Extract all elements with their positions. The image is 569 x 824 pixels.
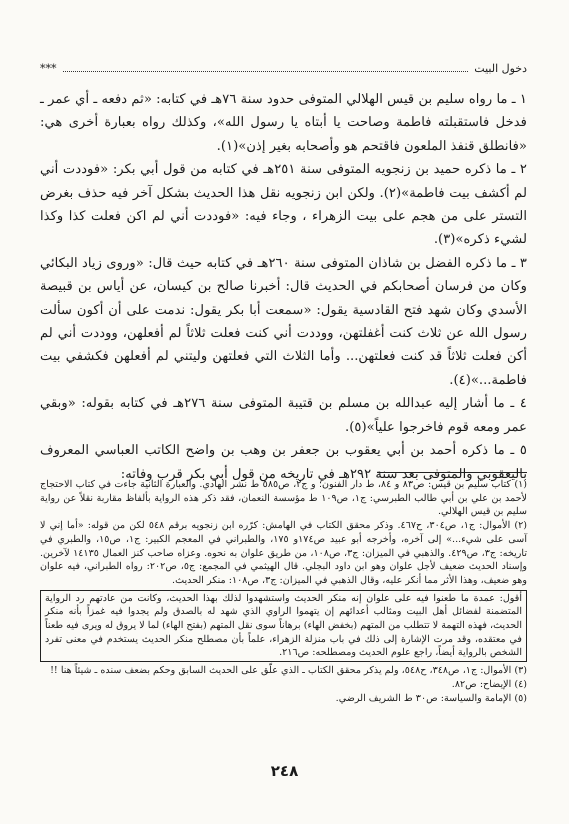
paragraph-1: ١ ـ ما رواه سليم بن قيس الهلالي المتوفى حدود سنة ٧٦هـ في كتابه: «ثم دفعه ـ أي عمر ـ فدخل فاستقبلته فاطمة وصاحت يا أبتاه يا رسول الله»، وكذلك رواه بعبارة أخرى هي: «فانطلق قنفذ الملعون فاقتحم هو وأصحابه بغير إذن»(١). [40, 92, 527, 154]
header-title: دخول البيت [474, 62, 527, 75]
footnote-5: (٥) الإمامة والسياسة: ص٣٠ ط الشريف الرضي. [335, 692, 527, 704]
main-text [40, 88, 527, 486]
header-rule [63, 70, 469, 72]
footnote-4: (٤) الإيضاح: ص٨٢. [451, 678, 527, 690]
page-number: ٢٤٨ [270, 762, 299, 780]
footnote-1: (١) كتاب سليم بن قيس: ص٨٣ و ٨٤، ط دار الفنون؛ و ج٢، ص٥٨٥ ط نشر الهادي. والعبارة الثانية جاءت في كتاب الاحتجاج لأحمد بن علي بن أبي طالب الطبرسي: ج١، ص١٠٩ ط مؤسسة النعمان، فقد ذكر هذه الرواية بألفاظ مقاربة نقلاً عن رواية سليم بن قيس الهلالي. [40, 479, 528, 518]
paragraph-2: ٢ ـ ما ذكره حميد بن زنجويه المتوفى سنة ٢٥١هـ في كتابه من قول أبي بكر: «فوددت أني لم أكشف بيت فاطمة»(٢). ولكن ابن زنجويه نقل هذا الحديث بشكل آخر فيه حذف بغرض التستر على من هجم على بيت الزهراء ، وجاء فيه: «فوددت أني لم اكن فعلت كذا وكذا لشيء ذكره»(٣). [40, 162, 527, 248]
footnote-2: (٢) الأموال: ج١، ص٣٠٤، ح٤٦٧. وذكر محقق الكتاب في الهامش: كرّره ابن زنجويه برقم ٥٤٨ لكن من قوله: «أما إني لا آسى على شيء...» إلى آخره، وأخرجه أبو عبيد ص١٧٤و ١٧٥، والطبراني في المعجم الكبير: ج١، ص١٥، والطبري في تاريخه: ج٣، ص٤٢٩. والذهبي في الميزان: ج٣، ص١٠٨، من طريق علوان به نحوه. وعزاه صاحب كنز العمال ١٤١٣٥ لآخرين. وإسناد الحديث ضعيف لأجل علوان وهو ابن داود البجلي. قال الهيثمي في المجمع: ج٥، ص٢٠٢: رواه الطبراني، فيه علوان وهو ضعيف، وهذا الأثر مما أنكر عليه، وقال الذهبي في الميزان: ج٣، ص١٠٨: منكر الحديث. [40, 520, 528, 586]
footnotes [40, 478, 527, 705]
footnote-comment-box: أقول: عمدة ما طعنوا فيه على علوان إنه منكر الحديث واستشهدوا لذلك بهذا الحديث، وكانت من عادتهم رد الرواية المتضمنة لفضائل أهل البيت ومثالب أعدائهم إن يتهموا الراوي الذي شهد له بالصدق ولم يجدوا فيه غمزاً بأنه منكر الحديث، فهذه التهمة لا تتطلب من المتهم (بخفض الهاء) برهاناً سوى نقل المتهم (بفتح الهاء) لما لا يروق له ويرى فيه طعناً في معتقده، وقد مرت الإشارة إلى ذلك في باب منزلة الزهراء، علماً بأن مصطلح منكر الحديث يستخدم في معنى تفرد الشخص بالرواية أيضاً، راجع علوم الحديث ومصطلحه: ص٢١٦. [40, 590, 527, 663]
paragraph-3: ٣ ـ ما ذكره الفضل بن شاذان المتوفى سنة ٢٦٠هـ في كتابه حيث قال: «وروى زياد البكائي وكان من فرسان أصحابكم في الحديث قال: أخبرنا صالح بن كيسان، عن أياس بن قبيصة الأسدي وكان شهد فتح القادسية يقول: «سمعت أبا بكر يقول: ندمت على أن أكون سألت رسول الله عن ثلاث كنت أغفلتهن، ووددت أني كنت فعلت ثلاثاً لم أفعلهن، ووددت أني لم أكن فعلت ثلاثاً قد كنت فعلتهن... وأما الثلاث التي فعلتهن وليتني لم أفعلهن فكشفي بيت فاطمة...»(٤). [40, 255, 527, 388]
paragraph-5: ٥ ـ ما ذكره أحمد بن أبي يعقوب بن جعفر بن وهب بن واضح الكاتب العباسي المعروف باليعقوبي والمتوفى بعد سنة ٢٩٢هـ في تاريخه من قول أبي بكر قرب وفاته: [40, 443, 527, 482]
running-header [40, 62, 527, 75]
footnote-separator [377, 472, 527, 473]
paragraph-4: ٤ ـ ما أشار إليه عبدالله بن مسلم بن قتيبة المتوفى سنة ٢٧٦هـ في كتابه بقوله: «وبقي عمر ومعه قوم فاخرجوا علياً»(٥). [40, 396, 527, 435]
header-mark: *** [40, 62, 57, 75]
footnote-3: (٣) الأموال: ج١، ص٣٤٨، ح٥٤٨، ولم يذكر محقق الكتاب ـ الذي علّق على الحديث السابق وحكم بضعف سنده ـ شيئاً هنا !! [50, 665, 527, 677]
